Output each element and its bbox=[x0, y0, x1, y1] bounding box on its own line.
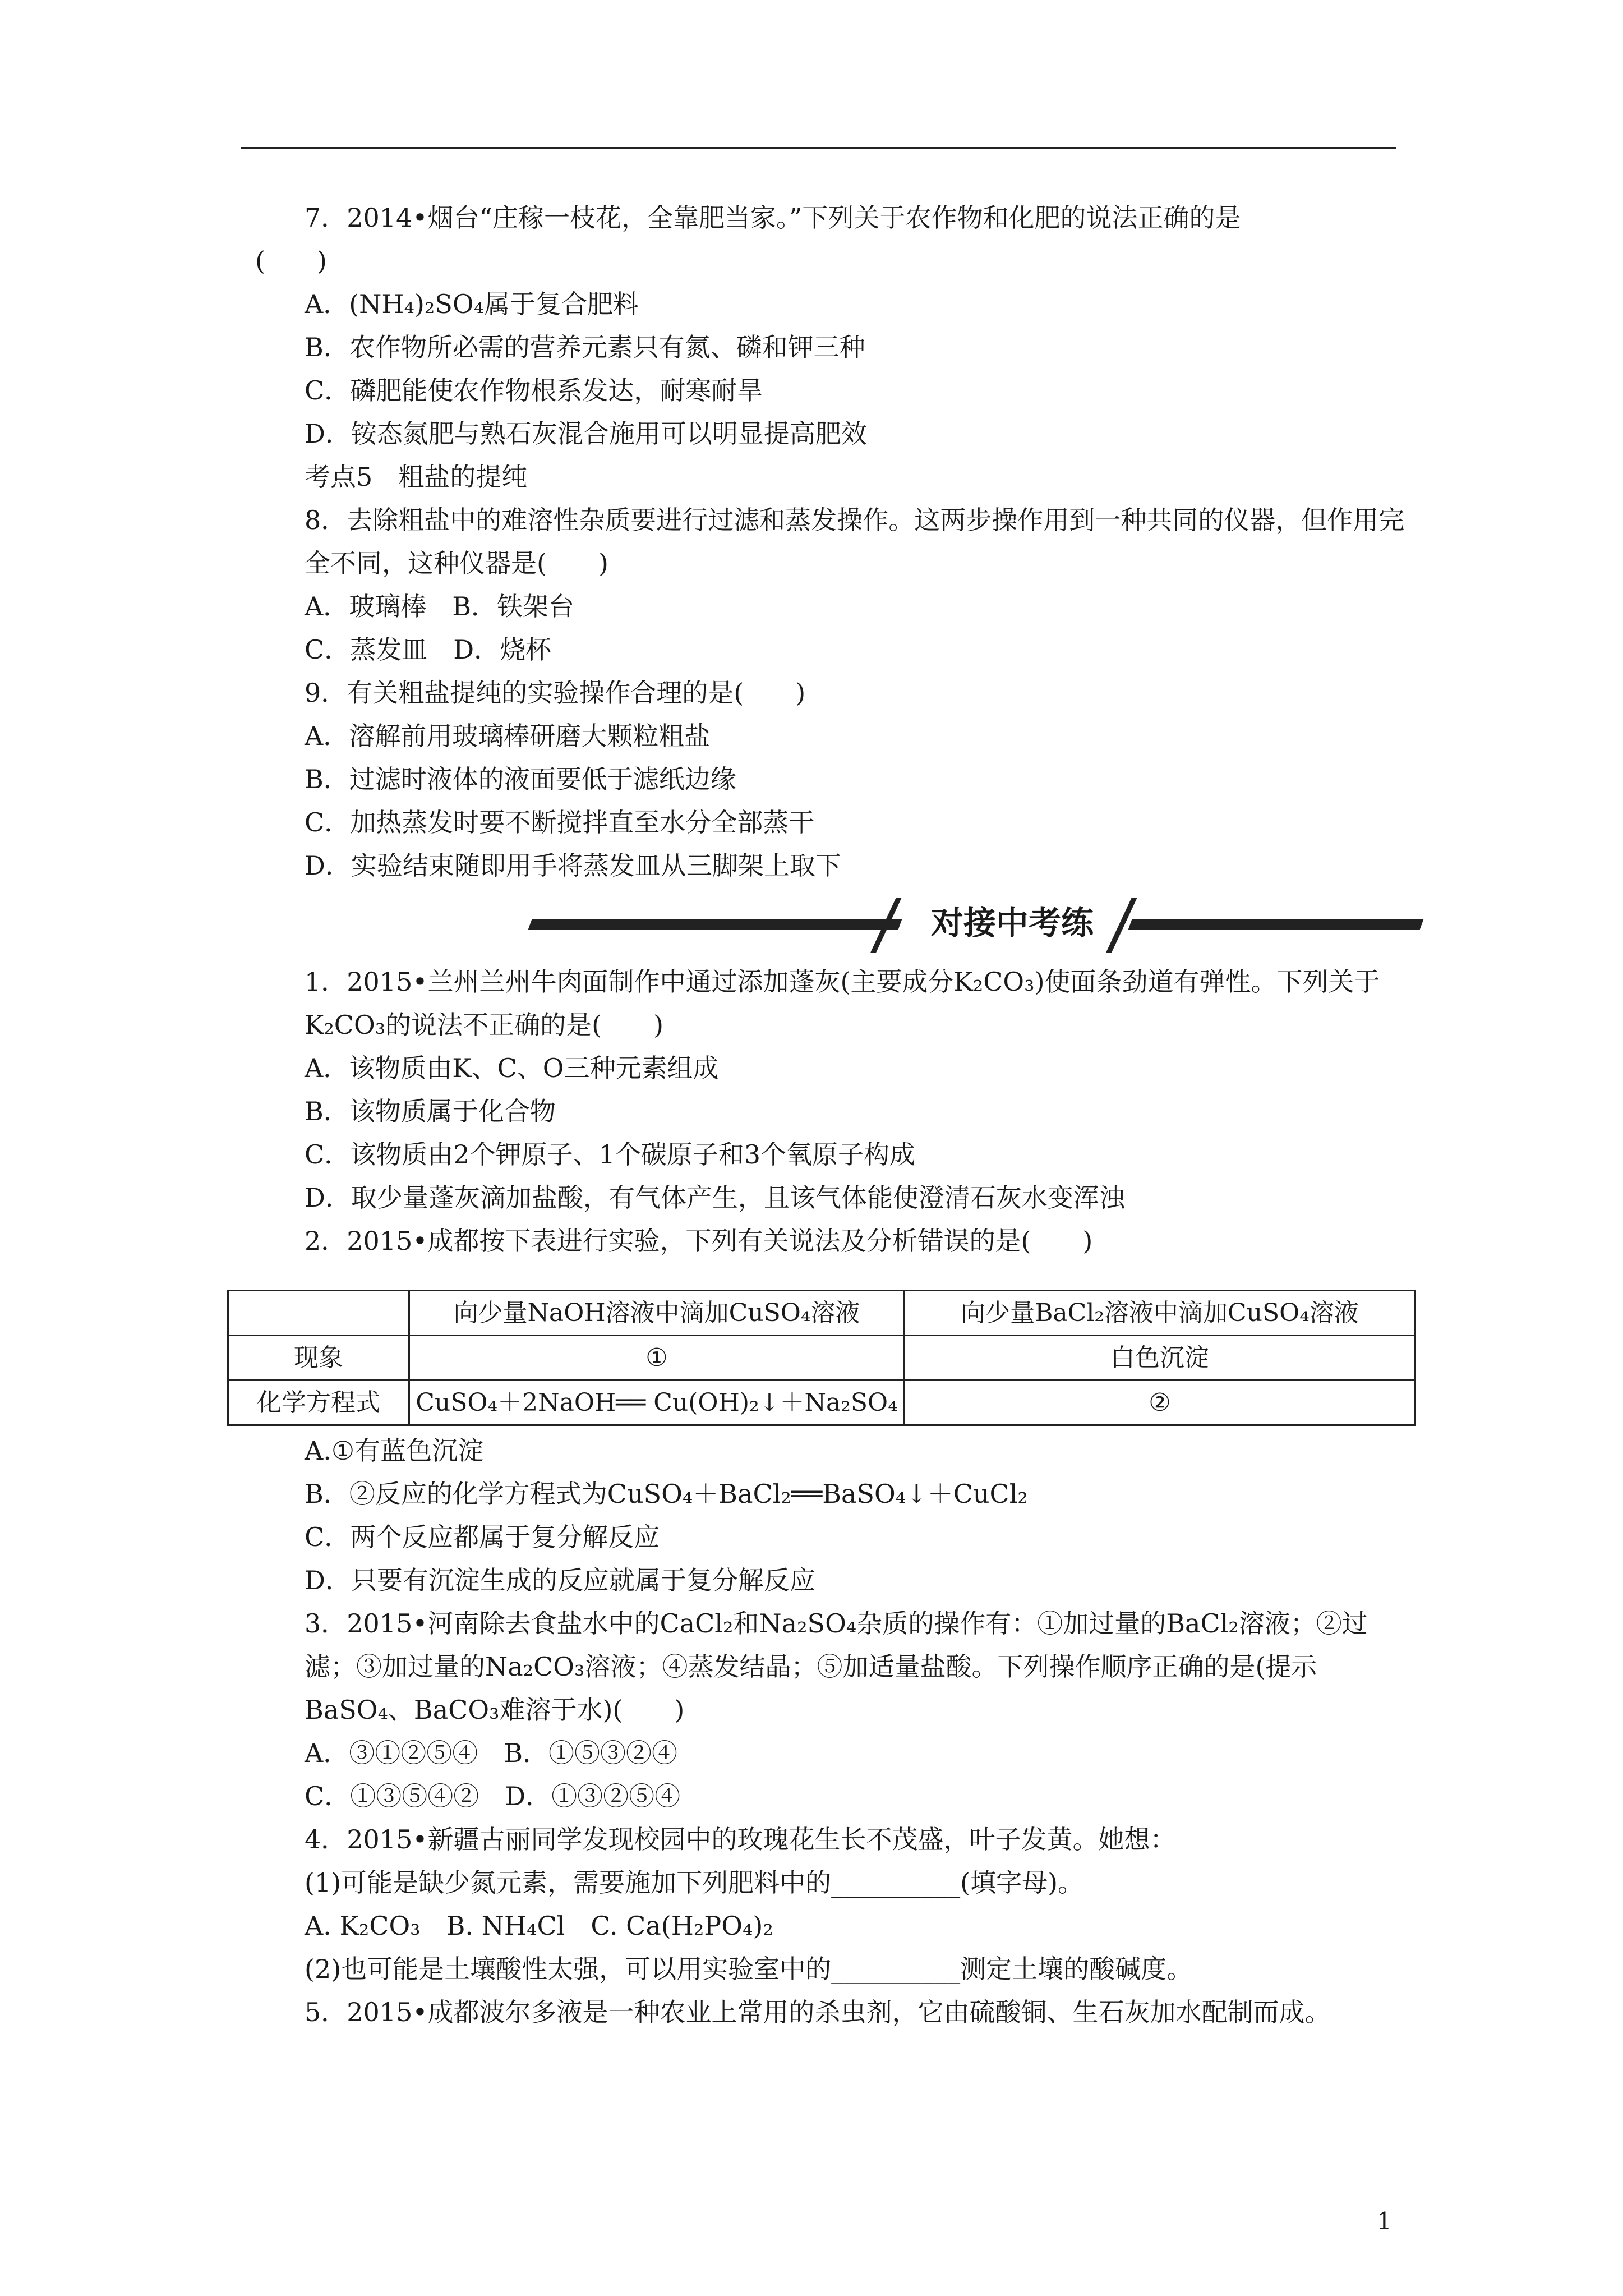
table-cell: 现象 bbox=[228, 1336, 409, 1381]
section-banner bbox=[255, 890, 1405, 957]
p4-sub1: (1)可能是缺少氮元素，需要施加下列肥料中的__________(填字母)。 bbox=[305, 1867, 1084, 1898]
p2-option-b: B．②反应的化学方程式为CuSO₄＋BaCl₂══BaSO₄↓＋CuCl₂ bbox=[305, 1479, 1028, 1509]
q7-option-c: C．磷肥能使农作物根系发达，耐寒耐旱 bbox=[305, 375, 763, 406]
q7-option-a: A．(NH₄)₂SO₄属于复合肥料 bbox=[305, 289, 639, 319]
p2-option-a: A.①有蓝色沉淀 bbox=[305, 1435, 484, 1466]
table-cell: 向少量NaOH溶液中滴加CuSO₄溶液 bbox=[409, 1291, 905, 1336]
p3-stem: 3．2015•河南除去食盐水中的CaCl₂和Na₂SO₄杂质的操作有：①加过量的BaCl₂溶液；②过滤；③加过量的Na₂CO₃溶液；④蒸发结晶；⑤加适量盐酸。下列操作顺序正确的是(提示BaSO₄、BaCO₃难溶于水)( ) bbox=[305, 1608, 1368, 1725]
q8-options-ab: A．玻璃棒 B．铁架台 bbox=[305, 591, 575, 622]
table-cell bbox=[228, 1291, 409, 1336]
table-cell: 白色沉淀 bbox=[905, 1336, 1415, 1381]
p5-stem: 5．2015•成都波尔多液是一种农业上常用的杀虫剂，它由硫酸铜、生石灰加水配制而成。 bbox=[305, 1997, 1331, 2027]
table-cell: 化学方程式 bbox=[228, 1381, 409, 1425]
table-cell: CuSO₄＋2NaOH══ Cu(OH)₂↓＋Na₂SO₄ bbox=[409, 1381, 905, 1425]
p3-options-ab: A．③①②⑤④ B．①⑤③②④ bbox=[305, 1738, 678, 1768]
p4-stem: 4．2015•新疆古丽同学发现校园中的玫瑰花生长不茂盛，叶子发黄。她想： bbox=[305, 1824, 1176, 1855]
banner-bar-right bbox=[1128, 919, 1423, 930]
page-content bbox=[255, 196, 1405, 2034]
q8-stem: 8．去除粗盐中的难溶性杂质要进行过滤和蒸发操作。这两步操作用到一种共同的仪器，但作用完全不同，这种仪器是( ) bbox=[305, 505, 1405, 578]
table-row bbox=[228, 1336, 1415, 1381]
q7-option-b: B．农作物所必需的营养元素只有氮、磷和钾三种 bbox=[305, 332, 865, 362]
p2-option-d: D．只要有沉淀生成的反应就属于复分解反应 bbox=[305, 1565, 815, 1595]
p2-option-c: C．两个反应都属于复分解反应 bbox=[305, 1522, 660, 1552]
banner-bar-left bbox=[528, 919, 902, 930]
header-rule bbox=[241, 147, 1396, 149]
q9-option-c: C．加热蒸发时要不断搅拌直至水分全部蒸干 bbox=[305, 807, 815, 838]
p1-option-b: B．该物质属于化合物 bbox=[305, 1096, 556, 1126]
p1-option-a: A．该物质由K、C、O三种元素组成 bbox=[305, 1053, 719, 1083]
q7-option-d: D．铵态氮肥与熟石灰混合施用可以明显提高肥效 bbox=[305, 418, 867, 449]
table-cell: ② bbox=[905, 1381, 1415, 1425]
p3-options-cd: C．①③⑤④② D．①③②⑤④ bbox=[305, 1781, 681, 1811]
table-row bbox=[228, 1381, 1415, 1425]
p4-sub1-options: A. K₂CO₃ B. NH₄Cl C. Ca(H₂PO₄)₂ bbox=[305, 1911, 773, 1941]
p2-stem: 2．2015•成都按下表进行实验，下列有关说法及分析错误的是( ) bbox=[305, 1226, 1093, 1256]
q9-option-a: A．溶解前用玻璃棒研磨大颗粒粗盐 bbox=[305, 721, 711, 751]
q7-stem: 7．2014•烟台“庄稼一枝花，全靠肥当家。”下列关于农作物和化肥的说法正确的是 bbox=[305, 203, 1241, 233]
section-heading: 考点5 粗盐的提纯 bbox=[305, 462, 528, 492]
table-cell: 向少量BaCl₂溶液中滴加CuSO₄溶液 bbox=[905, 1291, 1415, 1336]
table-row bbox=[228, 1291, 1415, 1336]
page-number: 1 bbox=[1377, 2207, 1392, 2235]
experiment-table bbox=[227, 1290, 1416, 1426]
p1-stem: 1．2015•兰州兰州牛肉面制作中通过添加蓬灰(主要成分K₂CO₃)使面条劲道有弹性。下列关于K₂CO₃的说法不正确的是( ) bbox=[305, 967, 1380, 1040]
table-cell: ① bbox=[409, 1336, 905, 1381]
q9-option-d: D．实验结束随即用手将蒸发皿从三脚架上取下 bbox=[305, 850, 841, 881]
banner-title: 对接中考练 bbox=[930, 904, 1094, 942]
p1-option-c: C．该物质由2个钾原子、1个碳原子和3个氧原子构成 bbox=[305, 1139, 915, 1170]
q8-options-cd: C．蒸发皿 D．烧杯 bbox=[305, 634, 552, 665]
q7-blank: ( ) bbox=[255, 246, 327, 276]
p4-sub2: (2)也可能是土壤酸性太强，可以用实验室中的__________测定土壤的酸碱度。 bbox=[305, 1954, 1193, 1984]
q9-option-b: B．过滤时液体的液面要低于滤纸边缘 bbox=[305, 764, 736, 794]
q9-stem: 9．有关粗盐提纯的实验操作合理的是( ) bbox=[305, 678, 806, 708]
p1-option-d: D．取少量蓬灰滴加盐酸，有气体产生，且该气体能使澄清石灰水变浑浊 bbox=[305, 1182, 1125, 1213]
